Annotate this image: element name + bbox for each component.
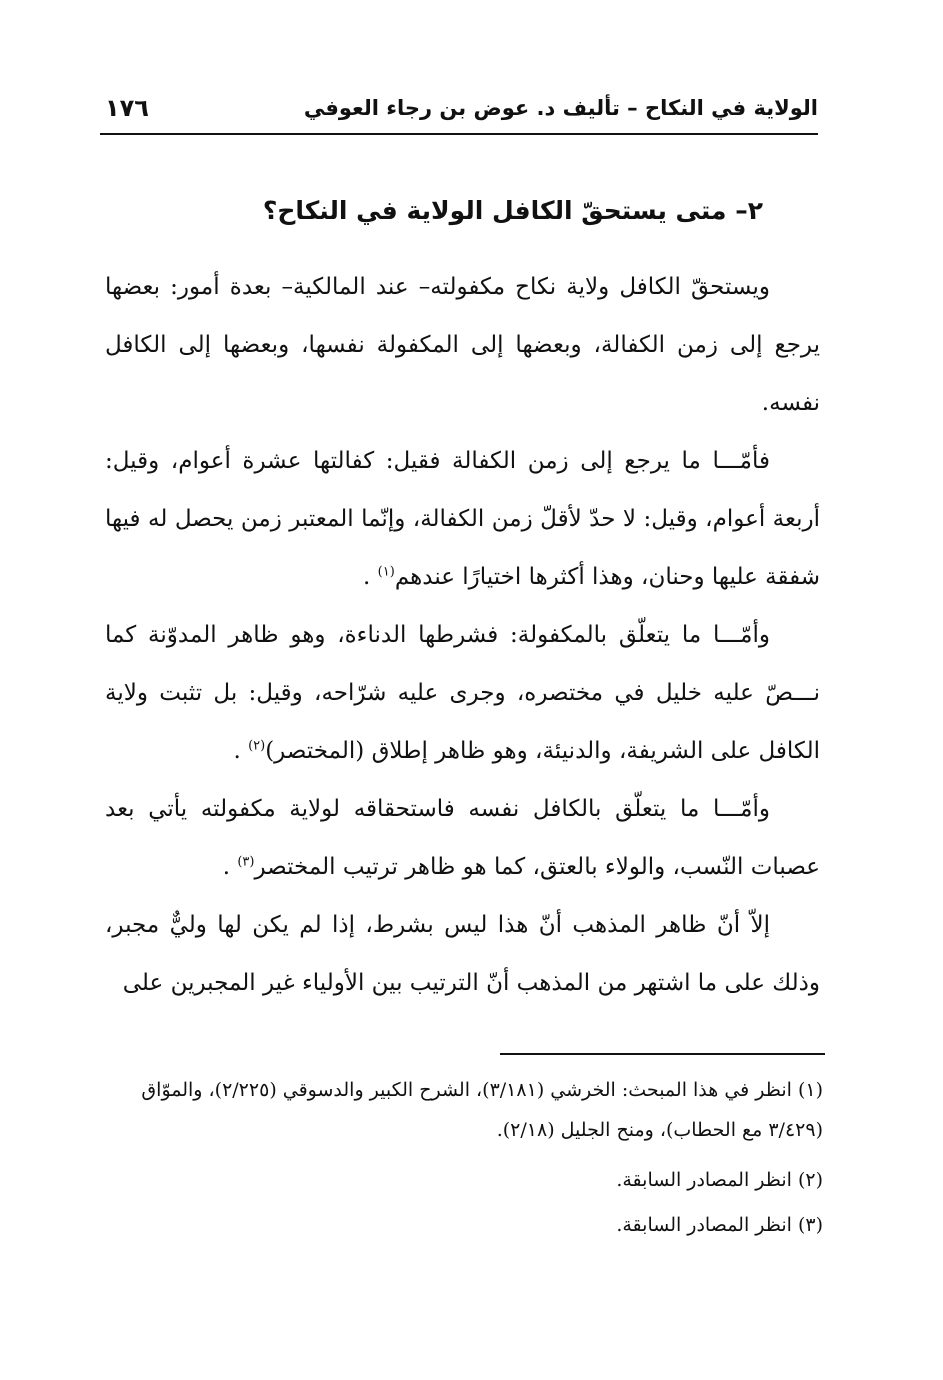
paragraph-1 xyxy=(105,258,820,432)
footnote-ref-2: (٢) xyxy=(248,738,266,754)
footnote-3-text: انظر المصادر السابقة. xyxy=(616,1214,792,1236)
section-heading: ٢– متى يستحقّ الكافل الولاية في النكاح؟ xyxy=(262,196,763,225)
footnote-2-number: (٢) xyxy=(797,1169,823,1191)
running-header-title: الولاية في النكاح – تأليف د. عوض بن رجاء العوفي xyxy=(303,96,818,120)
footnote-3 xyxy=(125,1205,823,1245)
paragraph-2-text: فأمّـــا ما يرجع إلى زمن الكفالة فقيل: كفالتها عشرة أعوام، وقيل: أربعة أعوام، وقيل: لا حدّ لأقلّ زمن الكفالة، وإنّما المعتبر زمن يحصل له فيها شفقة عليها وحنان، وهذا أكثرها اختيارًا عندهم xyxy=(105,448,820,590)
footnote-1-number: (١) xyxy=(797,1079,823,1101)
running-header xyxy=(100,92,818,132)
footnote-separator xyxy=(500,1053,825,1055)
footnote-ref-1: (١) xyxy=(377,564,395,580)
footnote-1 xyxy=(125,1070,823,1150)
header-rule xyxy=(100,133,818,135)
paragraph-3: وأمّـــا ما يتعلّق بالمكفولة: فشرطها الدناءة، وهو ظاهر المدوّنة كما نـــصّ عليه خليل في مختصره، وجرى عليه شرّاحه، وقيل: بل تثبت ولاية الكافل على الشريفة، والدنيئة، وهو ظاهر إطلاق (المختصر)$^{(٢)}$ . xyxy=(105,622,820,764)
footnote-ref-3: (٣) xyxy=(237,854,255,870)
footnote-2 xyxy=(125,1160,823,1200)
paragraph-3-text: وأمّـــا ما يتعلّق بالمكفولة: فشرطها الدناءة، وهو ظاهر المدوّنة كما نـــصّ عليه خليل في مختصره، وجرى عليه شرّاحه، وقيل: بل تثبت ولاية الكافل على الشريفة، والدنيئة، وهو ظاهر إطلاق (المختصر) xyxy=(105,622,820,764)
paragraph-5-text: إلاّ أنّ ظاهر المذهب أنّ هذا ليس بشرط، إذا لم يكن لها وليٌّ مجبر، وذلك على ما اشتهر من المذهب أنّ الترتيب بين الأولياء غير المجبرين على xyxy=(105,912,820,996)
paragraph-5 xyxy=(105,896,820,1012)
footnote-3-number: (٣) xyxy=(797,1214,823,1236)
paragraph-4: وأمّـــا ما يتعلّق بالكافل نفسه فاستحقاقه لولاية مكفولته يأتي بعد عصبات النّسب، والولاء بالعتق، كما هو ظاهر ترتيب المختصر$^{(٣)}$ . xyxy=(105,796,820,880)
page-number: ١٧٦ xyxy=(105,94,149,122)
footnote-1-text: انظر في هذا المبحث: الخرشي (٣/١٨١)، الشرح الكبير والدسوقي (٢/٢٢٥)، والموّاق (٣/٤٢٩ مع الحطاب)، ومنح الجليل (٢/١٨). xyxy=(141,1079,823,1141)
paragraph-2: فأمّـــا ما يرجع إلى زمن الكفالة فقيل: كفالتها عشرة أعوام، وقيل: أربعة أعوام، وقيل: لا حدّ لأقلّ زمن الكفالة، وإنّما المعتبر زمن يحصل له فيها شفقة عليها وحنان، وهذا أكثرها اختيارًا عندهم$^{(١)}$ . xyxy=(105,448,820,590)
footnote-2-text: انظر المصادر السابقة. xyxy=(616,1169,792,1191)
paragraph-1-text: ويستحقّ الكافل ولاية نكاح مكفولته– عند المالكية– بعدة أمور: بعضها يرجع إلى زمن الكفالة، وبعضها إلى المكفولة نفسها، وبعضها إلى الكافل نفسه. xyxy=(105,274,820,416)
paragraph-4-text: وأمّـــا ما يتعلّق بالكافل نفسه فاستحقاقه لولاية مكفولته يأتي بعد عصبات النّسب، والولاء بالعتق، كما هو ظاهر ترتيب المختصر xyxy=(105,796,820,880)
